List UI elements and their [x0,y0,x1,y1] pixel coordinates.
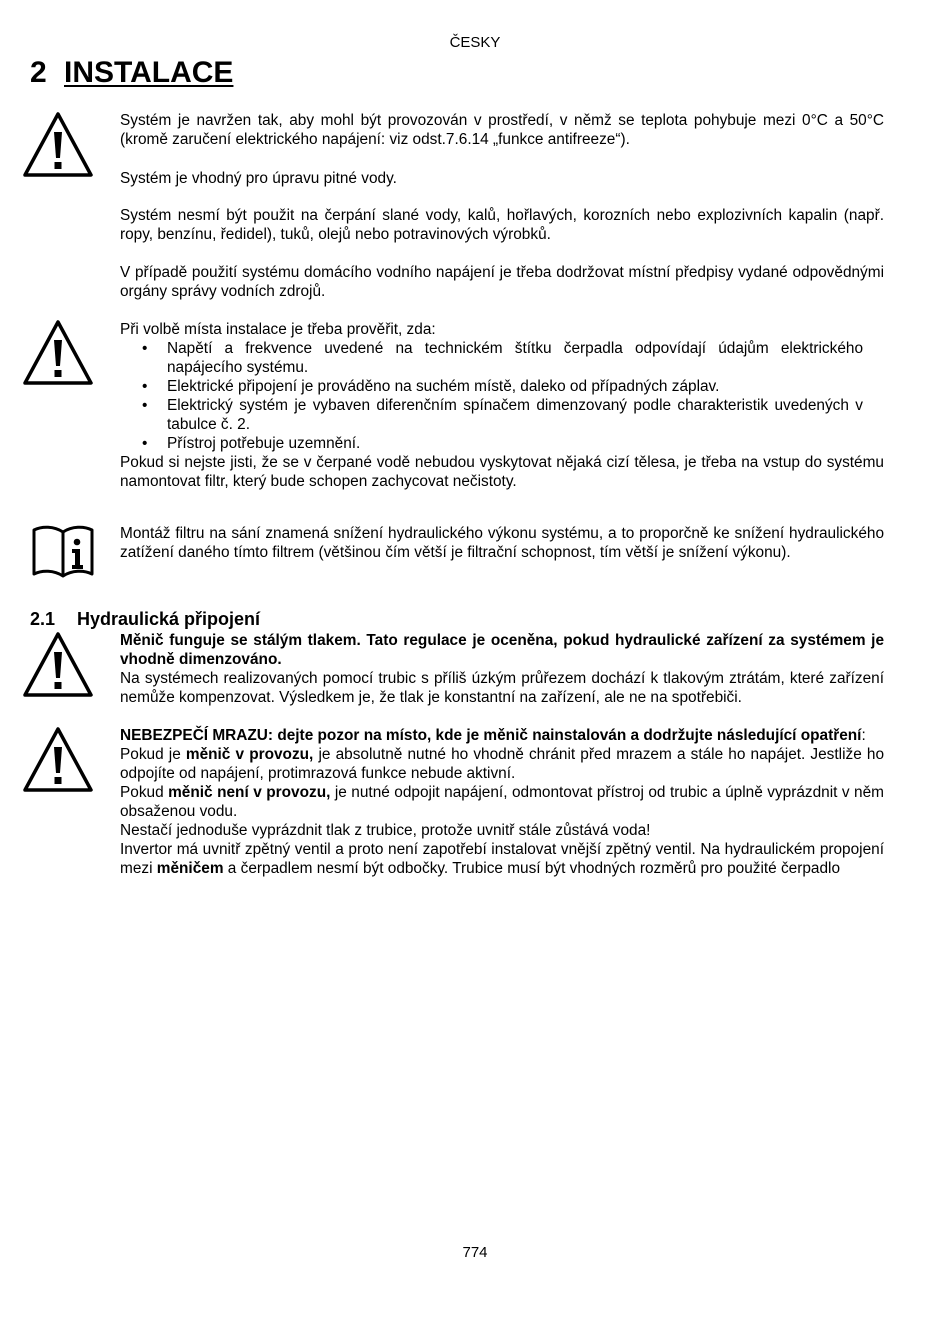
warning-triangle-icon [22,725,94,793]
paragraph-local-regulations: V případě použití systému domácího vodního napájení je třeba dodržovat místní předpisy vydané odpovědnými orgány správy vodních zdrojů. [120,264,884,300]
frost-danger-title: NEBEZPEČÍ MRAZU: dejte pozor na místo, kde je měnič nainstalován a dodržujte následující opatření [120,727,862,744]
list-item: • Elektrické připojení je prováděno na suchém místě, daleko od případných záplav. [120,377,863,396]
paragraph-prohibited-liquids: Systém nesmí být použit na čerpání slané vody, kalů, hořlavých, korozních nebo explozivních kapalin (např. ropy, benzínu, ředidel), tuků, olejů nebo potravinových výrobků. [120,207,884,243]
subsection-number: 2.1 [30,609,56,629]
warning-triangle-icon [22,110,94,178]
warning-triangle-icon [22,318,94,386]
section-number: 2 [30,56,47,89]
subsection-heading [30,609,260,630]
check-valve-note: Invertor má uvnitř zpětný ventil a proto není zapotřebí instalovat vnější zpětný ventil. Na hydraulickém propojení mezi měničem a čerpadlem nesmí být odbočky. Trubice musí být vhodných rozměrů pro použité čerpadlo [120,841,884,877]
section-heading [30,56,233,90]
constant-pressure-bold: Měnič funguje se stálým tlakem. Tato regulace je oceněna, pokud hydraulické zařízení za systémem je vhodně dimenzováno. [120,632,884,668]
subsection-title: Hydraulická připojení [77,609,261,629]
paragraph-constant-pressure [120,631,884,707]
list-item: • Přístroj potřebuje uzemnění. [120,434,863,453]
page-number: 774 [462,1244,488,1261]
frost-in-operation: Pokud je měnič v provozu, je absolutně nutné ho vhodně chránit před mrazem a stále ho napájet. Jestliže ho odpojíte od napájení, protimrazová funkce nebude aktivní. [120,746,885,782]
list-item: • Elektrický systém je vybaven diferenčním spínačem dimenzovaný podle charakteristik uvedených v tabulce č. 2. [120,396,863,434]
checklist-items [120,339,884,453]
section-title: INSTALACE [64,56,234,89]
read-manual-info-icon [30,520,96,580]
paragraph-filter-performance: Montáž filtru na sání znamená snížení hydraulického výkonu systému, a to proporčně ke snížení hydraulického zatížení daného tímto filtrem (většinou čím větší je filtrační schopnost, tím větší je snížení výkonu). [120,525,884,561]
installation-checklist [120,320,884,491]
warning-triangle-icon [22,630,94,698]
pressure-loss-text: Na systémech realizovaných pomocí trubic s příliš úzkým průřezem dochází k tlakovým ztrátám, které zařízení nemůže kompenzovat. Výsledkem je, že tlak je konstantní na zařízení, ale ne na spotřebiči. [120,670,884,706]
page-header-language: ČESKY [449,34,501,51]
frost-drain-warning: Nestačí jednoduše vyprázdnit tlak z trubice, protože uvnitř stále zůstává voda! [120,822,651,839]
checklist-intro: Při volbě místa instalace je třeba prověřit, zda: [120,321,436,338]
paragraph-drinking-water: Systém je vhodný pro úpravu pitné vody. [120,170,397,187]
paragraph-filter-advice: Pokud si nejste jisti, že se v čerpané vodě nebudou vyskytovat nějaká cizí tělesa, je třeba na vstup do systému namontovat filtr, který bude schopen zachycovat nečistoty. [120,454,884,490]
paragraph-temperature: Systém je navržen tak, aby mohl být provozován v prostředí, v němž se teplota pohybuje mezi 0°C a 50°C (kromě zaručení elektrického napájení: viz odst.7.6.14 „funkce antifreeze“). [120,112,884,148]
list-item: • Napětí a frekvence uvedené na technickém štítku čerpadla odpovídají údajům elektrického napájecího systému. [120,339,863,377]
frost-not-in-operation: Pokud měnič není v provozu, je nutné odpojit napájení, odmontovat přístroj od trubic a úplně vyprázdnit v něm obsaženou vodu. [120,784,884,820]
frost-danger-block: NEBEZPEČÍ MRAZU: dejte pozor na místo, kde je měnič nainstalován a dodržujte následující opatření: Pokud je měnič v provozu, je absolutně nutné ho vhodně chránit před mrazem a stále ho napájet. Jestliže ho odpojíte od napájení, protimrazová funkce nebude aktivní. Pokud měnič není v provozu, je nutné odpojit napájení, odmontovat přístroj od trubic a úplně vyprázdnit v něm obsaženou vodu. Nestačí jednoduše vyprázdnit tlak z trubice, protože uvnitř stále zůstává voda! Invertor má uvnitř zpětný ventil a proto není zapotřebí instalovat vnější zpětný ventil. Na hydraulickém propojení mezi měničem a čerpadlem nesmí být odbočky. Trubice musí být vhodných rozměrů pro použité čerpadlo [120,727,885,877]
